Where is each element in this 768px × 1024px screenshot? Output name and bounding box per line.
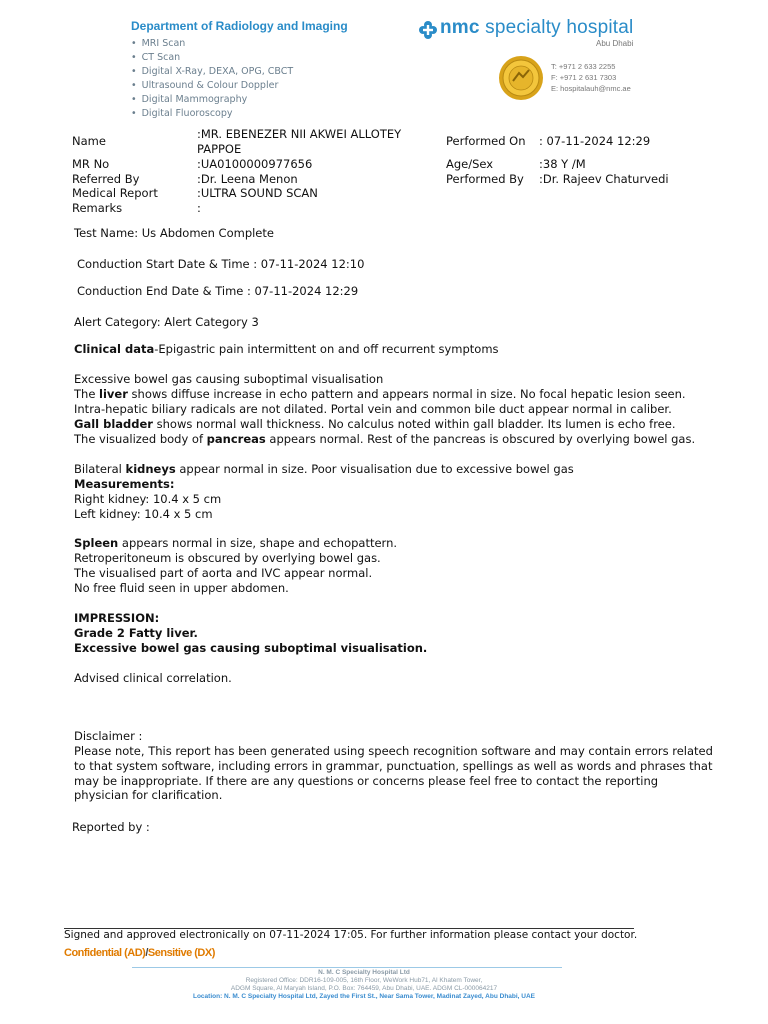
signed-approved-text: Signed and approved electronically on 07-11-2024 17:05. For further information please contact your doctor. (64, 929, 638, 941)
findings-pancreas: The visualized body of pancreas appears normal. Rest of the pancreas is obscured by overlying bowel gas. (74, 432, 696, 446)
confidentiality-label: Confidential (AD)/Sensitive (DX) (64, 947, 215, 959)
nmc-logo-icon (418, 20, 438, 40)
remarks-label: Remarks (72, 201, 123, 215)
performed-by-value: :Dr. Rajeev Chaturvedi (539, 172, 669, 186)
service-item: • Ultrasound & Colour Doppler (131, 79, 293, 93)
measurements-heading: Measurements: (74, 477, 175, 491)
impression-line-2: Excessive bowel gas causing suboptimal visualisation. (74, 641, 428, 655)
service-item: • CT Scan (131, 51, 293, 65)
left-kidney: Left kidney: 10.4 x 5 cm (74, 507, 213, 521)
email-text: E: hospitalauh@nmc.ae (551, 84, 631, 93)
findings-retroperitoneum: Retroperitoneum is obscured by overlying bowel gas. (74, 551, 381, 565)
hospital-brand: nmc specialty hospital (440, 17, 634, 38)
accreditation-seal-icon (498, 55, 544, 101)
remarks-value: : (197, 201, 201, 215)
findings-gall-bladder: Gall bladder shows normal wall thickness. No calculus noted within gall bladder. Its lumen is echo free. (74, 417, 676, 431)
findings-gas: Excessive bowel gas causing suboptimal visualisation (74, 372, 384, 386)
clinical-data: Clinical data-Epigastric pain intermittent on and off recurrent symptoms (74, 342, 499, 356)
footer-registered-office-2: ADGM Square, Al Maryah Island, P.O. Box: 764459, Abu Dhabi, UAE. ADGM CL-000064217 (230, 985, 498, 992)
service-item: • Digital X-Ray, DEXA, OPG, CBCT (131, 65, 293, 79)
impression-heading: IMPRESSION: (74, 611, 160, 625)
conduction-end: Conduction End Date & Time : 07-11-2024 12:29 (77, 284, 359, 298)
phone-text: T: +971 2 633 2255 (551, 62, 616, 71)
mrn-label: MR No (72, 157, 110, 171)
performed-on-value: : 07-11-2024 12:29 (539, 134, 651, 148)
findings-spleen: Spleen appears normal in size, shape and echopattern. (74, 536, 398, 550)
reported-by: Reported by : (72, 820, 150, 834)
disclaimer-text: Please note, This report has been generated using speech recognition software and may contain errors related to that system software, including errors in grammar, punctuation, spellings as well as words and phrases that may be inappropriate. If there are any questions or concerns please feel free to contact the reporting physician for clarification. (74, 744, 713, 803)
advised-text: Advised clinical correlation. (74, 671, 232, 685)
name-value-line2: PAPPOE (197, 142, 242, 156)
footer-registered-office-1: Registered Office: DDR16-109-005, 16th Floor, WeWork Hub71, Al Khatem Tower, (245, 977, 483, 984)
findings-biliary: Intra-hepatic biliary radicals are not dilated. Portal vein and common bile duct appear normal in caliber. (74, 402, 672, 416)
name-value-line1: :MR. EBENEZER NII AKWEI ALLOTEY (197, 127, 402, 141)
alert-category: Alert Category: Alert Category 3 (74, 315, 259, 329)
fax-text: F: +971 2 631 7303 (551, 73, 617, 82)
age-sex-label: Age/Sex (446, 157, 494, 171)
department-title: Department of Radiology and Imaging (131, 19, 348, 33)
footer-company: N. M. C Specialty Hospital Ltd (318, 969, 410, 976)
medical-report-value: :ULTRA SOUND SCAN (197, 186, 318, 200)
age-sex-value: :38 Y /M (539, 157, 586, 171)
performed-by-label: Performed By (446, 172, 524, 186)
performed-on-label: Performed On (446, 134, 526, 148)
name-label: Name (72, 134, 106, 148)
conduction-start: Conduction Start Date & Time : 07-11-2024 12:10 (77, 257, 365, 271)
footer-location: Location: N. M. C Specialty Hospital Ltd, Zayed the First St., Near Sama Tower, Madinat Zayed, Abu Dhabi, UAE (192, 993, 536, 1000)
right-kidney: Right kidney: 10.4 x 5 cm (74, 492, 222, 506)
findings-kidneys: Bilateral kidneys appear normal in size. Poor visualisation due to excessive bowel gas (74, 462, 574, 476)
findings-fluid: No free fluid seen in upper abdomen. (74, 581, 289, 595)
service-item: • MRI Scan (131, 37, 293, 51)
test-name: Test Name: Us Abdomen Complete (74, 226, 274, 240)
contact-block (551, 61, 631, 94)
services-list (131, 37, 293, 121)
findings-liver: The liver shows diffuse increase in echo pattern and appears normal in size. No focal hepatic lesion seen. (74, 387, 686, 401)
footer-divider (132, 967, 562, 968)
service-item: • Digital Mammography (131, 93, 293, 107)
disclaimer-heading: Disclaimer : (74, 729, 143, 743)
referred-by-label: Referred By (72, 172, 140, 186)
referred-by-value: :Dr. Leena Menon (197, 172, 298, 186)
mrn-value: :UA0100000977656 (197, 157, 313, 171)
findings-aorta: The visualised part of aorta and IVC appear normal. (74, 566, 373, 580)
medical-report-label: Medical Report (72, 186, 158, 200)
service-item: • Digital Fluoroscopy (131, 107, 293, 121)
impression-line-1: Grade 2 Fatty liver. (74, 626, 198, 640)
brand-city: Abu Dhabi (596, 39, 634, 48)
